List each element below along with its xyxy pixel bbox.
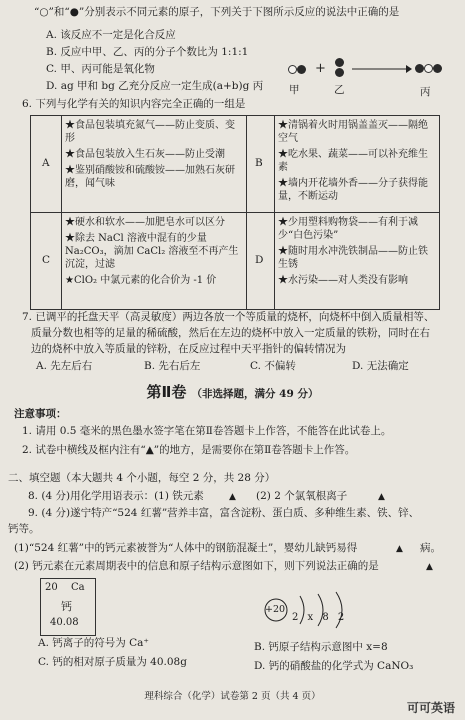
part2-title: 第Ⅱ卷 (146, 383, 187, 401)
q7-option-c: C. 不偏转 (250, 360, 296, 372)
q9-option-a: A. 钙离子的符号为 Ca⁺ (38, 637, 149, 649)
q9-line: 钙等。 (8, 523, 40, 535)
electron-shells: 2 x 8 2 (292, 612, 345, 623)
q5-option-a: A. 该反应不一定是化合反应 (46, 29, 176, 41)
q9-blank-1: ▲ (396, 544, 403, 554)
q6-stem: 6. 下列与化学有关的知识内容完全正确的一组是 (22, 98, 246, 110)
cell-b-item: ★清锅着火时用锅盖盖灭——隔绝空气 (278, 120, 428, 144)
element-name: 钙 (61, 600, 72, 613)
cell-a-item: ★食品包装放入生石灰——防止受潮 (65, 149, 225, 160)
cell-d-item: ★水污染——对人类没有影响 (278, 275, 408, 286)
label-bing: 丙 (420, 86, 431, 98)
q7-line: 边的烧杯中放入等质量的锌粉，在反应过程中天平指针的偏转情况为 (31, 343, 346, 355)
row-label-a: A (42, 157, 50, 169)
q7-line: 质量分数也相等的足量的稀硫酸，然后在左边的烧杯中放入一定质量的铁粉，同时在右 (31, 327, 430, 339)
page-footer: 理科综合（化学）试卷第 2 页（共 4 页） (144, 691, 321, 702)
cell-a-item: ★鉴别硝酸铵和硫酸铵——加熟石灰研磨，闻气味 (65, 165, 235, 189)
label-yi: 乙 (334, 84, 345, 96)
nucleus-charge: +20 (265, 604, 286, 615)
black-atom (335, 58, 344, 67)
q9-option-c: C. 钙的相对原子质量为 40.08g (38, 656, 187, 668)
q9-option-d: D. 钙的硝酸盐的化学式为 CaNO₃ (254, 660, 414, 672)
q7-line: 7. 已调平的托盘天平（高灵敏度）两边各放一个等质量的烧杯，向烧杯中倒入质量相等、 (22, 311, 435, 323)
notes-title: 注意事项： (14, 408, 67, 420)
q9-blank-2: ▲ (426, 562, 433, 572)
q8-blank-2: ▲ (378, 492, 385, 502)
periodic-element-box (40, 578, 96, 636)
cell-a (65, 119, 243, 190)
table-divider (31, 212, 439, 213)
q7-option-a: A. 先左后右 (36, 360, 93, 372)
label-jia: 甲 (289, 84, 300, 96)
q5-option-c: C. 甲、丙可能是氧化物 (46, 63, 155, 75)
q5-option-d: D. ag 甲和 bg 乙充分反应一定生成(a+b)g 丙 (46, 80, 264, 92)
black-atom (297, 65, 306, 74)
row-label-d: D (255, 254, 264, 266)
plus-sign: + (315, 61, 326, 76)
q9-option-b: B. 钙原子结构示意图中 x=8 (254, 641, 388, 653)
cell-d-item: ★随时用水冲洗铁制品——防止铁生锈 (278, 246, 428, 270)
cell-b (278, 119, 436, 203)
q7-option-d: D. 无法确定 (352, 360, 409, 372)
row-label-b: B (255, 157, 263, 169)
q6-table (30, 115, 440, 310)
atomic-number: 20 (45, 582, 58, 593)
notes-item: 1. 请用 0.5 毫米的黑色墨水签字笔在第Ⅱ卷答题卡上作答，不能答在此试卷上。 (22, 425, 392, 437)
q9-sub1-end: 病。 (420, 542, 441, 554)
atomic-mass: 40.08 (50, 617, 79, 628)
white-atom (288, 65, 297, 74)
atom-structure-diagram (262, 590, 402, 630)
section2-title: 二、填空题（本大题共 4 个小题，每空 2 分，共 28 分） (8, 472, 276, 484)
cell-d (278, 216, 436, 287)
black-atom (335, 68, 344, 77)
q7-option-b: B. 先右后左 (144, 360, 201, 372)
cell-d-item: ★少用塑料购物袋——有利于减少“白色污染” (278, 217, 418, 241)
black-atom (415, 64, 424, 73)
cell-c-item: ★ClO₂ 中氯元素的化合价为 -1 价 (65, 275, 217, 286)
q5-option-b: B. 反应中甲、乙、丙的分子个数比为 1:1:1 (46, 46, 249, 58)
cell-c (65, 216, 243, 287)
q9-sub2: (2) 钙元素在元素周期表中的信息和原子结构示意图如下，则下列说法正确的是 (14, 560, 379, 572)
notes-item: 2. 试卷中横线及框内注有“▲”的地方，是需要你在第Ⅱ卷答题卡上作答。 (22, 444, 356, 456)
q8-blank-1: ▲ (229, 492, 236, 502)
watermark-text: 可可英语 (406, 701, 455, 715)
part2-subtitle: （非选择题，满分 49 分） (191, 388, 319, 400)
q9-line: 9. (4 分)遂宁特产“524 红薯”营养丰富，富含淀粉、蛋白质、多种维生素、铁、锌、 (28, 507, 420, 519)
cell-a-item: ★食品包装填充氮气——防止变质、变形 (65, 120, 235, 144)
cell-b-item: ★吃水果、蔬菜——可以补充维生素 (278, 149, 428, 173)
q9-sub1: (1)“524 红薯”中的钙元素被誉为“人体中的钢筋混凝土”，婴幼儿缺钙易得 (14, 542, 358, 554)
row-label-c: C (42, 254, 51, 266)
element-symbol: Ca (71, 582, 85, 593)
cell-b-item: ★墙内开花墙外香——分子获得能量，不断运动 (278, 178, 428, 202)
cell-c-item: ★硬水和软水——加肥皂水可以区分 (65, 217, 225, 228)
part2-heading (0, 381, 465, 402)
black-atom (433, 64, 442, 73)
q5-stem: “○”和“●”分别表示不同元素的原子，下列关于下图所示反应的说法中正确的是 (34, 6, 400, 18)
q8-text: 8. (4 分)用化学用语表示：(1) 铁元素 (28, 490, 204, 502)
white-atom (424, 64, 433, 73)
q8-part2: (2) 2 个氯氧根离子 (256, 490, 348, 502)
cell-c-item: ★除去 NaCl 溶液中混有的少量 Na₂CO₃，滴加 CaCl₂ 溶液至不再产生沉淀，过滤 (65, 233, 239, 270)
reaction-arrow (352, 64, 412, 74)
